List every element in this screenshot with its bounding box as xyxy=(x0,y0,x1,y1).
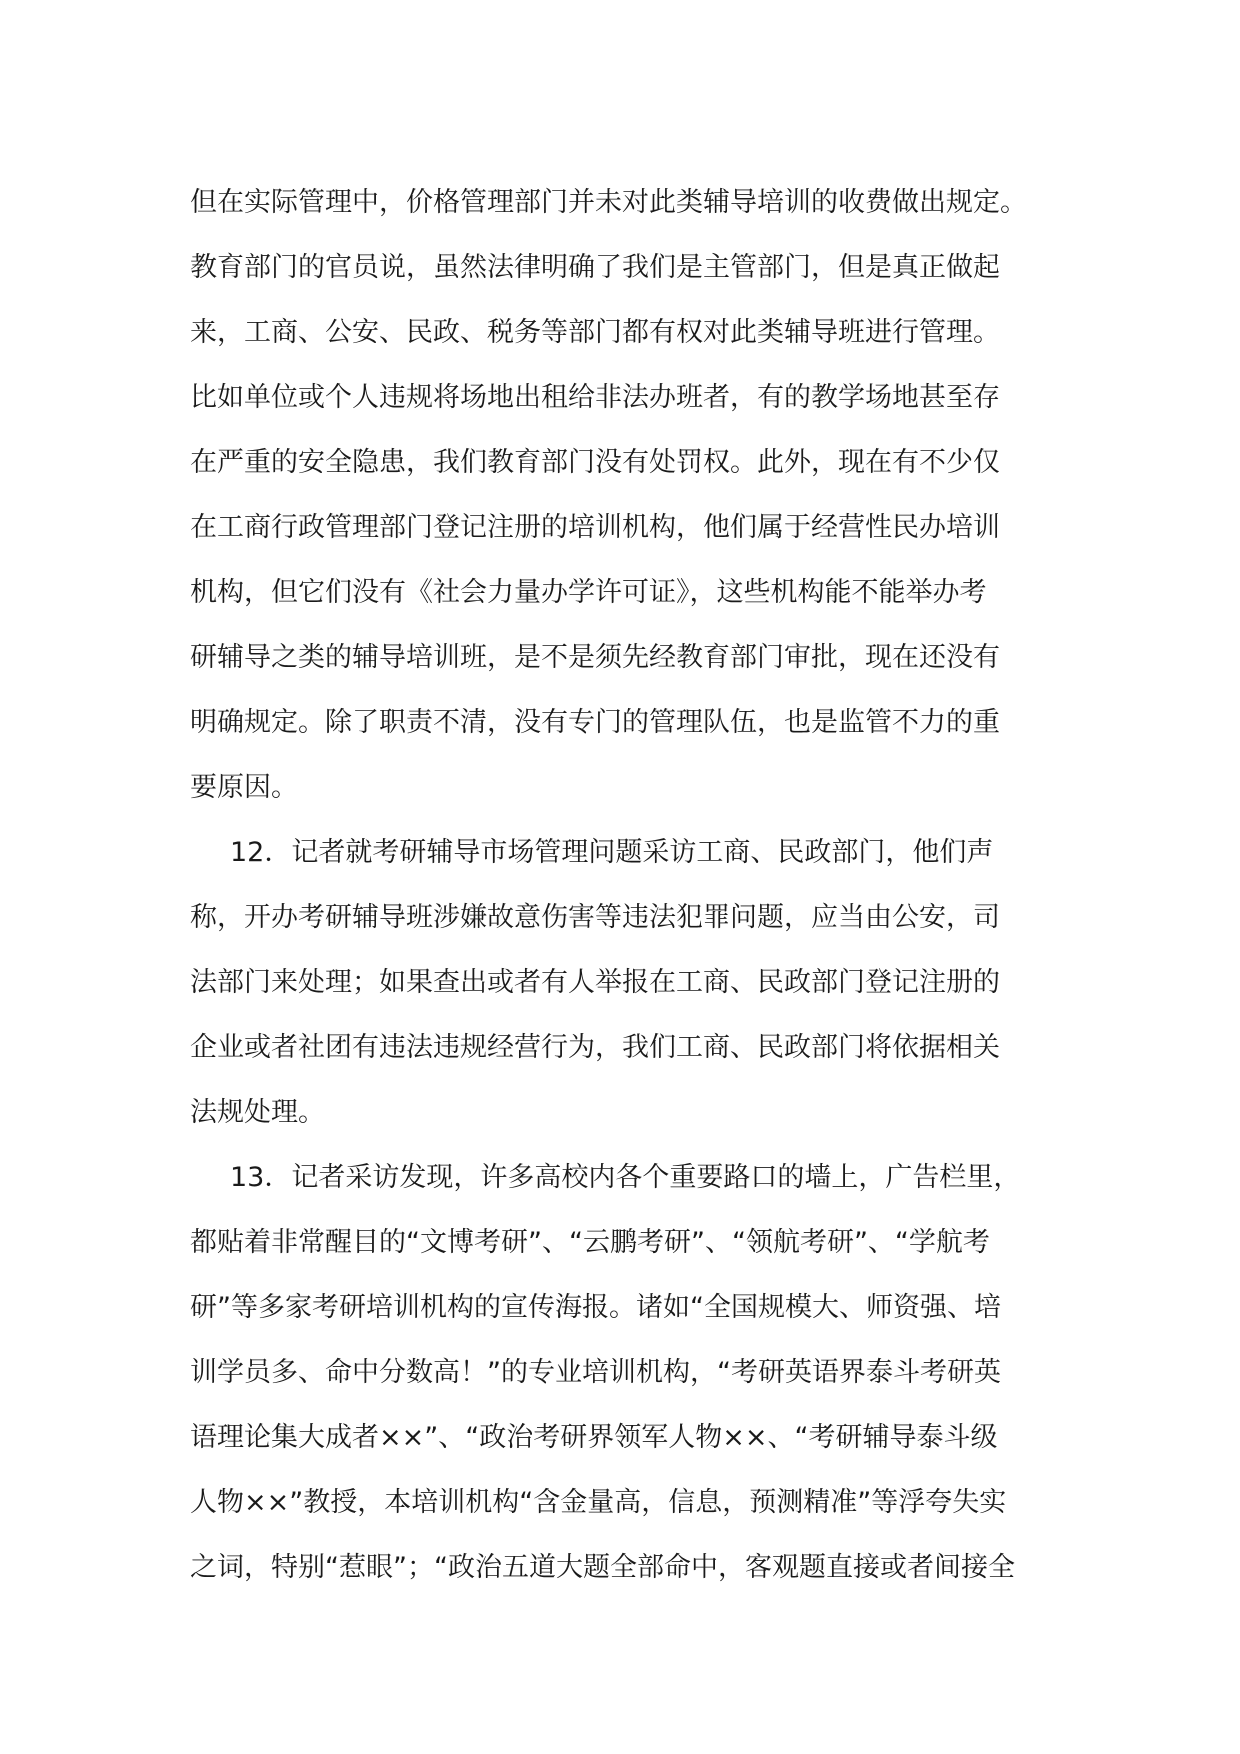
text-line: 企业或者社团有违法违规经营行为，我们工商、民政部门将依据相关 xyxy=(190,1032,1000,1063)
text-line: 训学员多、命中分数高！”的专业培训机构，“考研英语界泰斗考研英 xyxy=(190,1357,1001,1388)
text-line: 法部门来处理；如果查出或者有人举报在工商、民政部门登记注册的 xyxy=(190,967,1000,998)
text-line: 语理论集大成者××”、“政治考研界领军人物××、“考研辅导泰斗级 xyxy=(190,1422,998,1453)
text-line: 要原因。 xyxy=(190,772,298,803)
text-line: 称，开办考研辅导班涉嫌故意伤害等违法犯罪问题，应当由公安，司 xyxy=(190,902,1000,933)
text-line: 机构，但它们没有《社会力量办学许可证》，这些机构能不能举办考 xyxy=(190,577,987,608)
body-text xyxy=(190,170,1090,1600)
paragraph-12-start: 12．记者就考研辅导市场管理问题采访工商、民政部门，他们声 xyxy=(230,837,994,868)
text-line: 但在实际管理中，价格管理部门并未对此类辅导培训的收费做出规定。 xyxy=(190,187,1027,218)
text-line: 在工商行政管理部门登记注册的培训机构，他们属于经营性民办培训 xyxy=(190,512,1000,543)
text-line: 人物××”教授，本培训机构“含金量高，信息，预测精准”等浮夸失实 xyxy=(190,1487,1007,1518)
text-line: 法规处理。 xyxy=(190,1097,325,1128)
text-line: 都贴着非常醒目的“文博考研”、“云鹏考研”、“领航考研”、“学航考 xyxy=(190,1227,990,1258)
text-line: 之词，特别“惹眼”；“政治五道大题全部命中，客观题直接或者间接全 xyxy=(190,1552,1015,1583)
paragraph-13-start: 13．记者采访发现，许多高校内各个重要路口的墙上，广告栏里， xyxy=(230,1162,1021,1193)
text-line: 来，工商、公安、民政、税务等部门都有权对此类辅导班进行管理。 xyxy=(190,317,1000,348)
text-line: 在严重的安全隐患，我们教育部门没有处罚权。此外，现在有不少仅 xyxy=(190,447,1000,478)
text-line: 明确规定。除了职责不清，没有专门的管理队伍，也是监管不力的重 xyxy=(190,707,1000,738)
text-line: 研”等多家考研培训机构的宣传海报。诸如“全国规模大、师资强、培 xyxy=(190,1292,1001,1323)
text-line: 研辅导之类的辅导培训班，是不是须先经教育部门审批，现在还没有 xyxy=(190,642,1000,673)
text-line: 比如单位或个人违规将场地出租给非法办班者，有的教学场地甚至存 xyxy=(190,382,1000,413)
text-line: 教育部门的官员说，虽然法律明确了我们是主管部门，但是真正做起 xyxy=(190,252,1000,283)
